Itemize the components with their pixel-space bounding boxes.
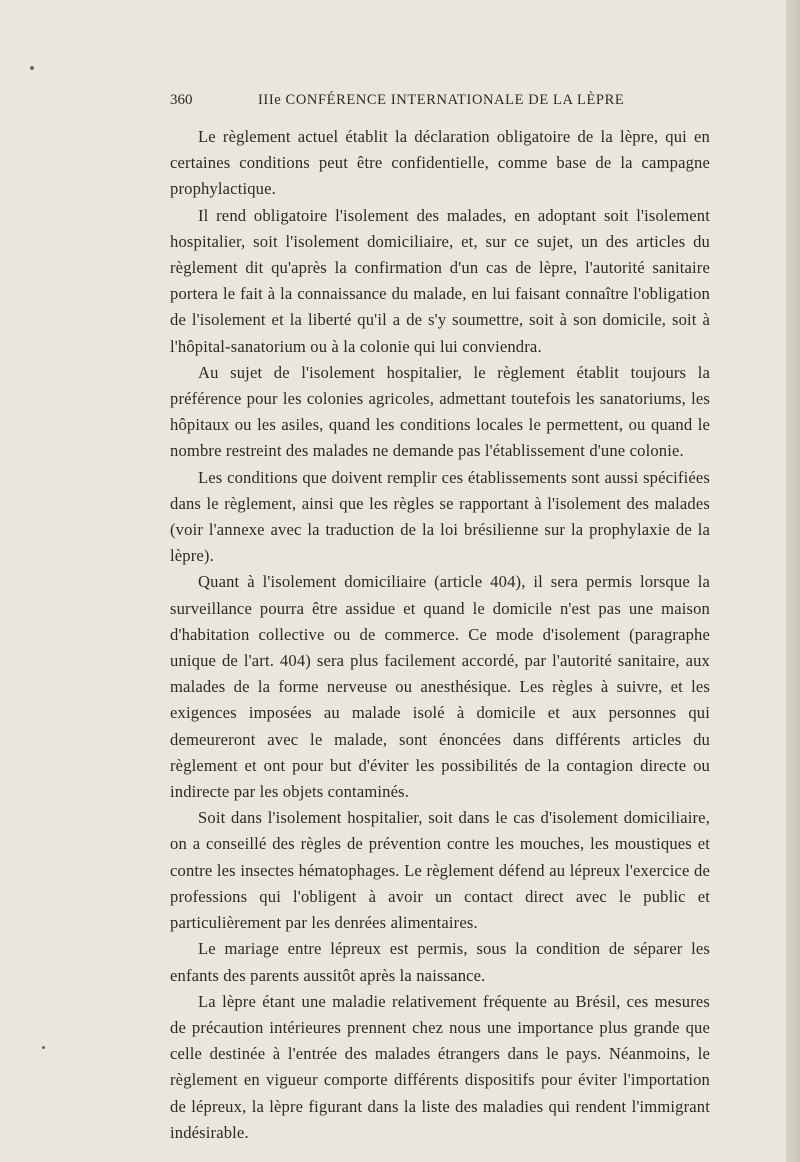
running-title: IIIe CONFÉRENCE INTERNATIONALE DE LA LÈPRE — [258, 92, 625, 108]
page-edge — [786, 0, 800, 1162]
paragraph: Les conditions que doivent remplir ces établissements sont aussi spécifiées dans le règlement, ainsi que les règles se rapportant à l'isolement des malades (voir l'annexe avec la traduction de la loi brésilienne sur la prophylaxie de la lèpre). — [170, 467, 710, 566]
body-text — [170, 124, 710, 1146]
paragraph: La lèpre étant une maladie relativement fréquente au Brésil, ces mesures de précaution intérieures prennent chez nous une importance plus grande que celle destinée à l'entrée des malades étrangers dans le pays. Néanmoins, le règlement en vigueur comporte différents dispositifs pour éviter l'importation de lépreux, la lèpre figurant dans la liste des maladies qui rendent l'immigrant indésirable. — [170, 991, 710, 1142]
running-head — [170, 92, 732, 114]
paragraph: Au sujet de l'isolement hospitalier, le règlement établit toujours la préférence pour les colonies agricoles, admettant toutefois les sanatoriums, les hôpitaux ou les asiles, quand les conditions locales le permettent, ou quand le nombre restreint des malades ne demande pas l'établissement d'une colonie. — [170, 362, 710, 461]
paragraph: Soit dans l'isolement hospitalier, soit dans le cas d'isolement domiciliaire, on a conseillé des règles de prévention contre les mouches, les moustiques et contre les insectes hématophages. Le règlement défend au lépreux l'exercice de professions qui l'obligent à avoir un contact direct avec le public et particulièrement par les denrées alimentaires. — [170, 808, 710, 933]
speck — [30, 66, 34, 70]
paragraph: Il rend obligatoire l'isolement des malades, en adoptant soit l'isolement hospitalier, soit l'isolement domiciliaire, et, sur ce sujet, un des articles du règlement dit qu'après la confirmation d'un cas de lèpre, l'autorité sanitaire portera le fait à la connaissance du malade, en lui faisant connaître l'obligation de l'isolement et la liberté qu'il a de s'y soumettre, soit à son domicile, soit à l'hôpital-sanatorium ou à la colonie qui lui conviendra. — [170, 205, 710, 356]
speck — [42, 1046, 45, 1049]
paragraph: Le mariage entre lépreux est permis, sous la condition de séparer les enfants des parents aussitôt après la naissance. — [170, 939, 710, 985]
paragraph: Quant à l'isolement domiciliaire (article 404), il sera permis lorsque la surveillance pourra être assidue et quand le domicile n'est pas une maison d'habitation collective ou de commerce. Ce mode d'isolement (paragraphe unique de l'art. 404) sera plus facilement accordé, par l'autorité sanitaire, aux malades de la forme nerveuse ou anesthésique. Les règles à suivre, et les exigences imposées au malade isolé à domicile et aux personnes qui demeureront avec le malade, sont énoncées dans différents articles du règlement et ont pour but d'éviter les possibilités de la contagion directe ou indirecte par les objets contaminés. — [170, 572, 710, 802]
paragraph: Le règlement actuel établit la déclaration obligatoire de la lèpre, qui en certaines conditions peut être confidentielle, comme base de la campagne prophylactique. — [170, 127, 710, 199]
page-number: 360 — [170, 92, 193, 108]
